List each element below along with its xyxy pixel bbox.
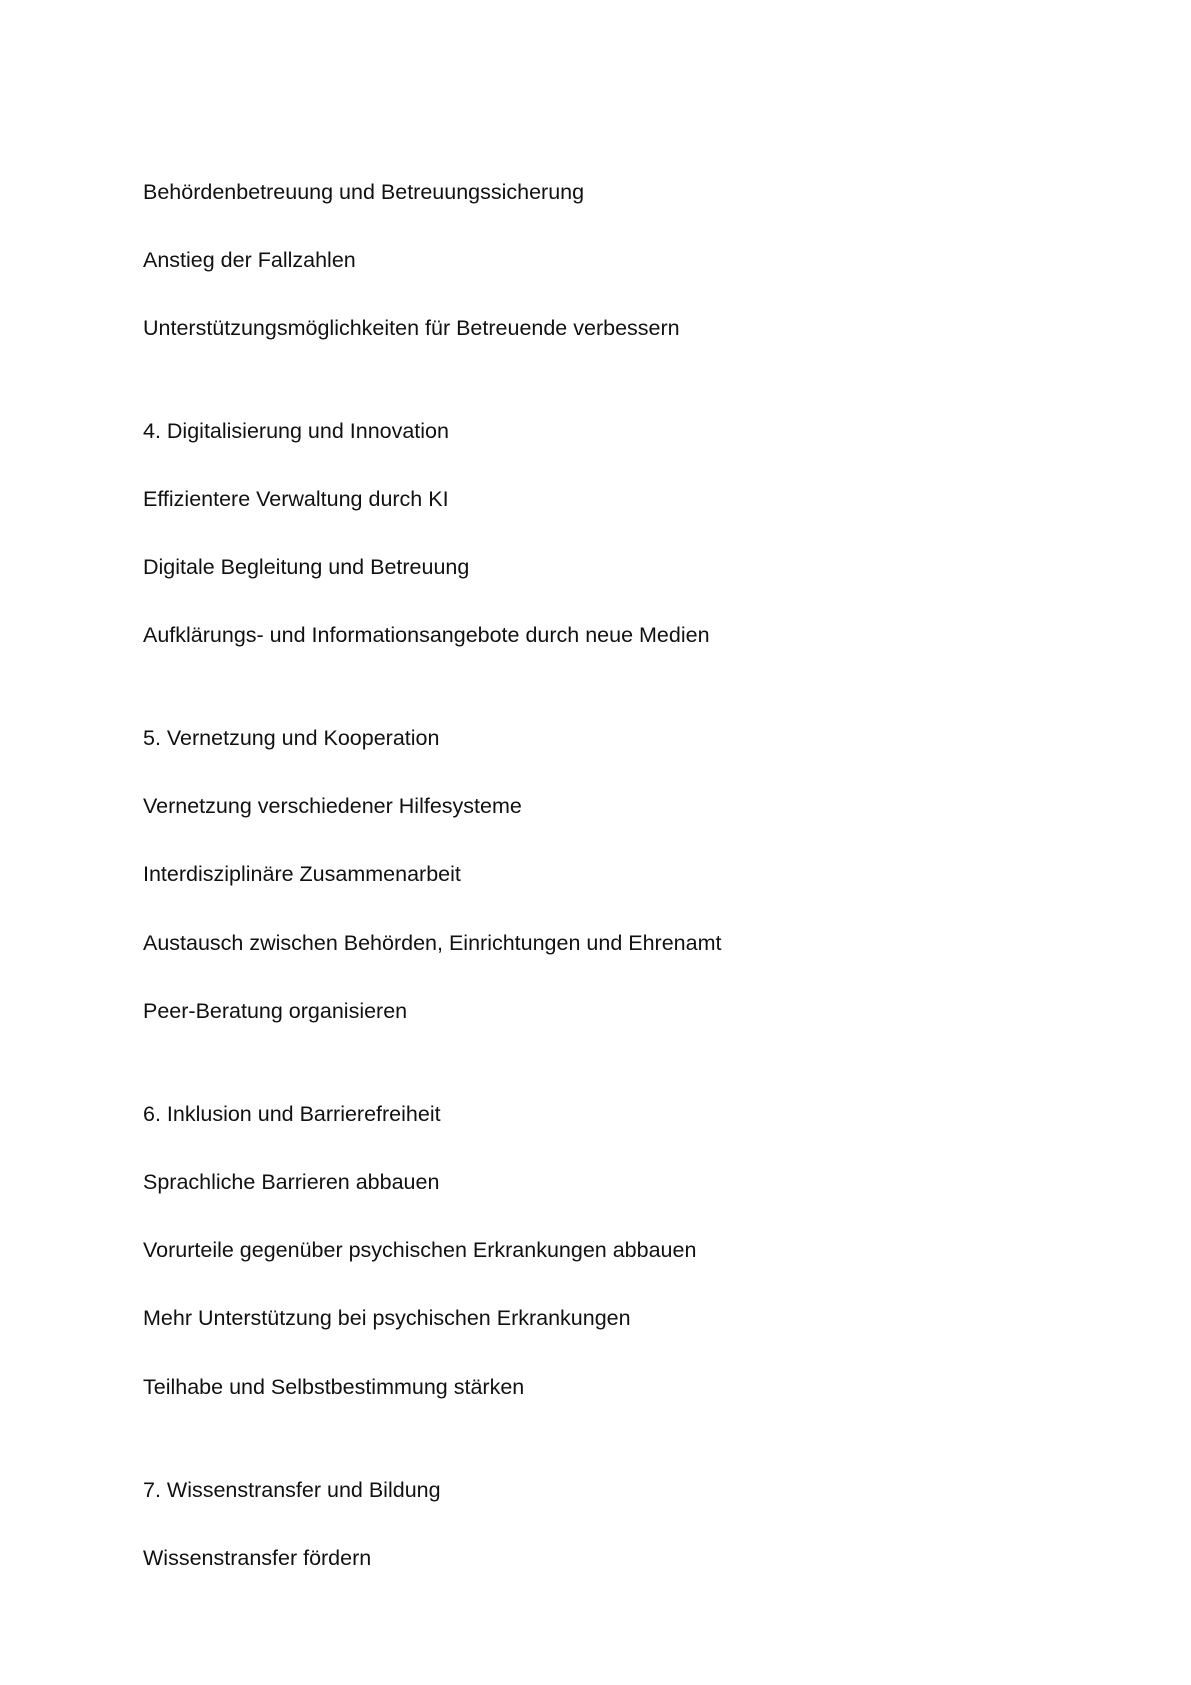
list-item: Digitale Begleitung und Betreuung xyxy=(143,555,470,579)
list-item: Teilhabe und Selbstbestimmung stärken xyxy=(143,1375,525,1399)
list-item: Mehr Unterstützung bei psychischen Erkrankungen xyxy=(143,1306,631,1330)
section-heading: 7. Wissenstransfer und Bildung xyxy=(143,1478,441,1502)
list-item: Interdisziplinäre Zusammenarbeit xyxy=(143,862,461,886)
list-item: Vorurteile gegenüber psychischen Erkrankungen abbauen xyxy=(143,1238,697,1262)
section-heading: 4. Digitalisierung und Innovation xyxy=(143,419,449,443)
list-item: Sprachliche Barrieren abbauen xyxy=(143,1170,440,1194)
list-item: Vernetzung verschiedener Hilfesysteme xyxy=(143,794,522,818)
list-item: Unterstützungsmöglichkeiten für Betreuende verbessern xyxy=(143,316,680,340)
list-item: Aufklärungs- und Informationsangebote durch neue Medien xyxy=(143,623,710,647)
section-heading: 5. Vernetzung und Kooperation xyxy=(143,726,440,750)
list-item: Wissenstransfer fördern xyxy=(143,1546,372,1570)
section-heading: 6. Inklusion und Barrierefreiheit xyxy=(143,1102,441,1126)
list-item: Peer-Beratung organisieren xyxy=(143,999,408,1023)
list-item: Anstieg der Fallzahlen xyxy=(143,248,356,272)
list-item: Behördenbetreuung und Betreuungssicherung xyxy=(143,180,585,204)
list-item: Austausch zwischen Behörden, Einrichtungen und Ehrenamt xyxy=(143,931,722,955)
list-item: Effizientere Verwaltung durch KI xyxy=(143,487,449,511)
